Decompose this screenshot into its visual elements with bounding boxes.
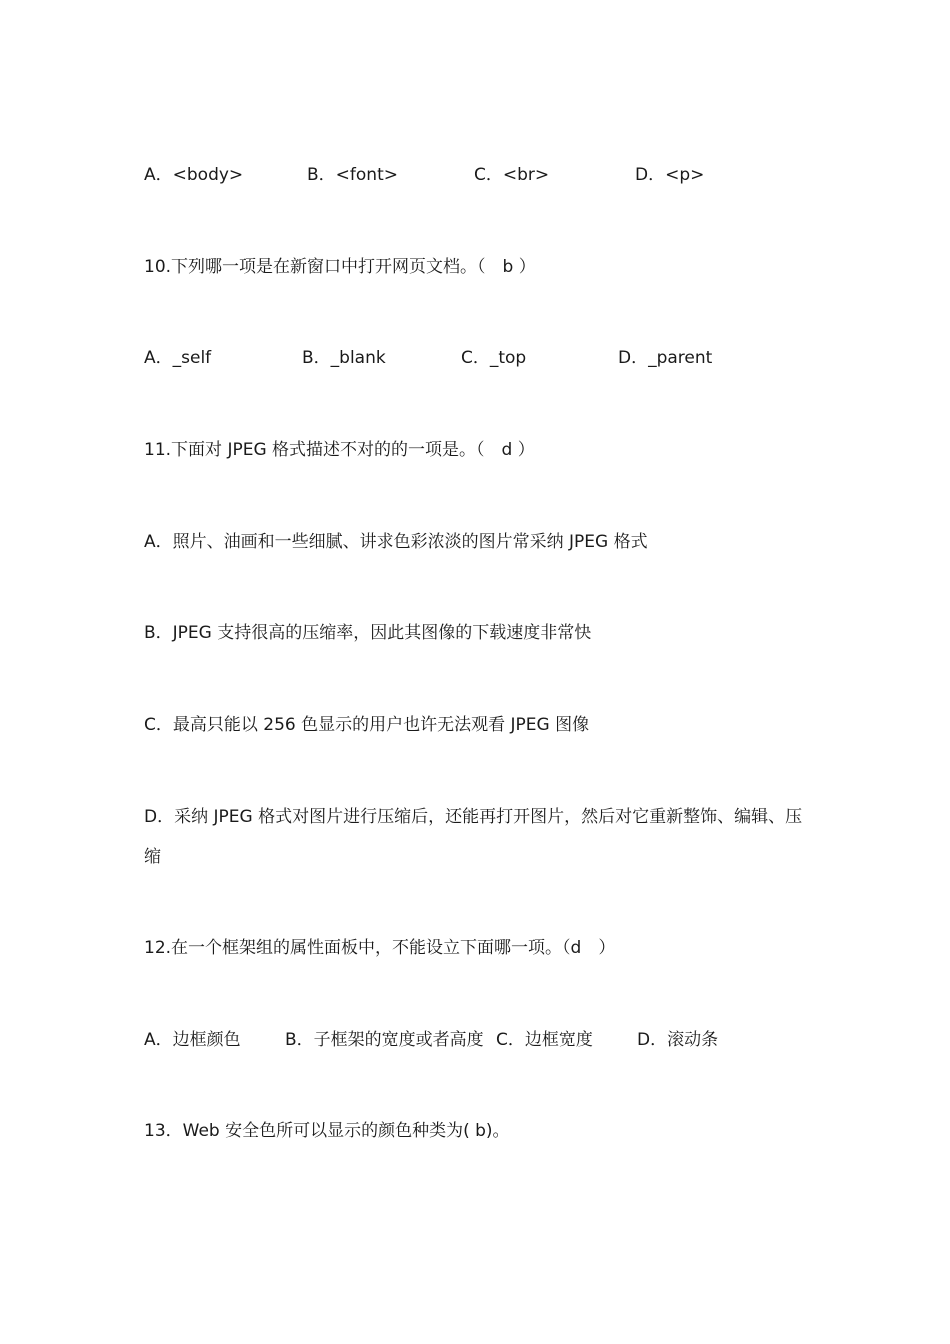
q10-option-d: D．_parent <box>618 348 713 368</box>
q10-question: 10.下列哪一项是在新窗口中打开网页文档。（ b ） <box>144 257 536 277</box>
q11-option-b: B．JPEG 支持很高的压缩率，因此其图像的下载速度非常快 <box>144 623 592 643</box>
q12-option-b: B．子框架的宽度或者高度 <box>285 1030 484 1050</box>
q12-question: 12.在一个框架组的属性面板中，不能设立下面哪一项。（d ） <box>144 938 616 958</box>
q11-option-d: D．采纳 JPEG 格式对图片进行压缩后，还能再打开图片，然后对它重新整饰、编辑、压缩 <box>144 807 803 867</box>
q12-option-c: C．边框宽度 <box>496 1030 593 1050</box>
q10-option-c: C．_top <box>461 348 527 368</box>
q13-question: 13．Web 安全色所可以显示的颜色种类为( b)。 <box>144 1121 510 1141</box>
q11-option-c: C．最高只能以 256 色显示的用户也许无法观看 JPEG 图像 <box>144 715 590 735</box>
q12-option-a: A．边框颜色 <box>144 1030 241 1050</box>
q9-option-b: B．<font> <box>307 165 398 185</box>
q10-option-b: B．_blank <box>302 348 386 368</box>
q9-option-c: C．<br> <box>474 165 550 185</box>
q12-option-d: D．滚动条 <box>637 1030 719 1050</box>
q11-option-a: A．照片、油画和一些细腻、讲求色彩浓淡的图片常采纳 JPEG 格式 <box>144 532 648 552</box>
q10-option-a: A．_self <box>144 348 212 368</box>
q9-option-d: D．<p> <box>635 165 705 185</box>
q9-option-a: A．<body> <box>144 165 244 185</box>
q11-question: 11.下面对 JPEG 格式描述不对的的一项是。（ d ） <box>144 440 535 460</box>
